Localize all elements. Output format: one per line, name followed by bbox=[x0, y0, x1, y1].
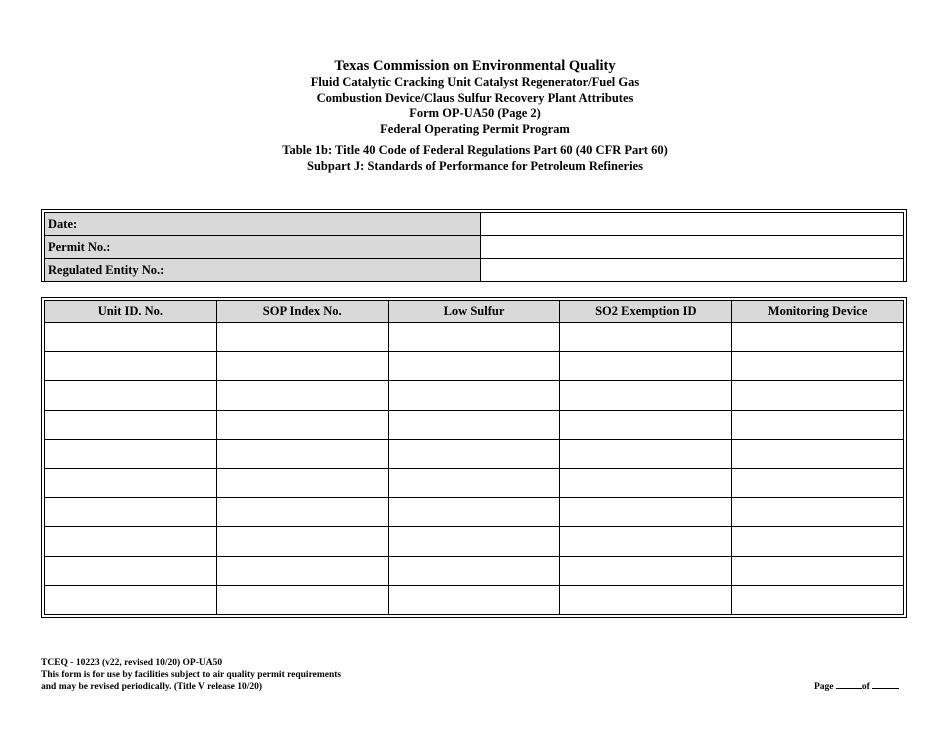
cell-so2-exemption[interactable] bbox=[560, 527, 732, 556]
col-header-sop-index: SOP Index No. bbox=[216, 301, 388, 323]
cell-monitoring-device[interactable] bbox=[732, 556, 904, 585]
cell-monitoring-device[interactable] bbox=[732, 323, 904, 352]
form-usage-note-2: and may be revised periodically. (Title V release 10/20) bbox=[41, 682, 263, 692]
form-revision: TCEQ - 10223 (v22, revised 10/20) OP-UA50 bbox=[41, 658, 223, 668]
form-subtitle-line-1: Fluid Catalytic Cracking Unit Catalyst Regenerator/Fuel Gas bbox=[310, 75, 640, 89]
cell-monitoring-device[interactable] bbox=[732, 410, 904, 439]
cell-unit-id[interactable] bbox=[45, 439, 217, 468]
table-row bbox=[45, 323, 904, 352]
table-header-row bbox=[45, 301, 904, 323]
table-row bbox=[45, 468, 904, 497]
cell-so2-exemption[interactable] bbox=[560, 381, 732, 410]
cell-sop-index[interactable] bbox=[216, 468, 388, 497]
cell-low-sulfur[interactable] bbox=[388, 323, 560, 352]
col-header-monitoring-device: Monitoring Device bbox=[732, 301, 904, 323]
form-subtitle-line-2: Combustion Device/Claus Sulfur Recovery Plant Attributes bbox=[316, 90, 634, 105]
table-row bbox=[45, 556, 904, 585]
agency-title: Texas Commission on Environmental Quality bbox=[334, 58, 616, 74]
cell-so2-exemption[interactable] bbox=[560, 468, 732, 497]
form-footer bbox=[41, 657, 341, 693]
table-row bbox=[45, 527, 904, 556]
cell-low-sulfur[interactable] bbox=[388, 381, 560, 410]
of-label: of bbox=[861, 682, 870, 692]
table-row bbox=[45, 410, 904, 439]
permit-no-field[interactable] bbox=[481, 236, 904, 259]
table-row bbox=[45, 439, 904, 468]
cell-sop-index[interactable] bbox=[216, 498, 388, 527]
date-field[interactable] bbox=[481, 213, 904, 236]
table-row bbox=[45, 585, 904, 614]
program-name: Federal Operating Permit Program bbox=[380, 121, 570, 136]
cell-sop-index[interactable] bbox=[216, 556, 388, 585]
unit-table-frame bbox=[41, 297, 907, 618]
page-number bbox=[814, 679, 899, 693]
cell-so2-exemption[interactable] bbox=[560, 352, 732, 381]
page-total-field[interactable] bbox=[872, 679, 899, 689]
form-number: Form OP-UA50 (Page 2) bbox=[409, 106, 541, 120]
table-row bbox=[45, 381, 904, 410]
unit-attributes-table bbox=[44, 300, 904, 615]
table-title-line-1: Table 1b: Title 40 Code of Federal Regulations Part 60 (40 CFR Part 60) bbox=[282, 143, 668, 157]
cell-unit-id[interactable] bbox=[45, 527, 217, 556]
info-row-date bbox=[45, 213, 904, 236]
table-row bbox=[45, 498, 904, 527]
regulated-entity-field[interactable] bbox=[481, 259, 904, 282]
cell-sop-index[interactable] bbox=[216, 381, 388, 410]
cell-so2-exemption[interactable] bbox=[560, 439, 732, 468]
cell-unit-id[interactable] bbox=[45, 585, 217, 614]
cell-sop-index[interactable] bbox=[216, 585, 388, 614]
cell-sop-index[interactable] bbox=[216, 323, 388, 352]
table-body bbox=[45, 323, 904, 615]
col-header-so2-exemption: SO2 Exemption ID bbox=[560, 301, 732, 323]
cell-unit-id[interactable] bbox=[45, 410, 217, 439]
cell-unit-id[interactable] bbox=[45, 498, 217, 527]
cell-sop-index[interactable] bbox=[216, 527, 388, 556]
cell-low-sulfur[interactable] bbox=[388, 410, 560, 439]
cell-low-sulfur[interactable] bbox=[388, 498, 560, 527]
cell-low-sulfur[interactable] bbox=[388, 556, 560, 585]
info-table bbox=[44, 212, 904, 282]
cell-so2-exemption[interactable] bbox=[560, 556, 732, 585]
cell-low-sulfur[interactable] bbox=[388, 585, 560, 614]
permit-no-label: Permit No.: bbox=[45, 236, 481, 259]
regulated-entity-label: Regulated Entity No.: bbox=[45, 259, 481, 282]
date-label: Date: bbox=[45, 213, 481, 236]
cell-monitoring-device[interactable] bbox=[732, 381, 904, 410]
cell-so2-exemption[interactable] bbox=[560, 585, 732, 614]
cell-sop-index[interactable] bbox=[216, 439, 388, 468]
cell-sop-index[interactable] bbox=[216, 352, 388, 381]
info-table-frame bbox=[41, 209, 907, 282]
form-header bbox=[0, 58, 950, 137]
table-row bbox=[45, 352, 904, 381]
cell-low-sulfur[interactable] bbox=[388, 527, 560, 556]
page-label: Page bbox=[814, 682, 834, 692]
table-title bbox=[0, 143, 950, 174]
form-usage-note-1: This form is for use by facilities subject to air quality permit requirements bbox=[41, 670, 342, 680]
cell-low-sulfur[interactable] bbox=[388, 439, 560, 468]
cell-unit-id[interactable] bbox=[45, 381, 217, 410]
col-header-unit-id: Unit ID. No. bbox=[45, 301, 217, 323]
cell-sop-index[interactable] bbox=[216, 410, 388, 439]
cell-unit-id[interactable] bbox=[45, 468, 217, 497]
cell-monitoring-device[interactable] bbox=[732, 352, 904, 381]
cell-low-sulfur[interactable] bbox=[388, 352, 560, 381]
cell-monitoring-device[interactable] bbox=[732, 468, 904, 497]
table-title-line-2: Subpart J: Standards of Performance for Petroleum Refineries bbox=[307, 158, 643, 173]
cell-low-sulfur[interactable] bbox=[388, 468, 560, 497]
cell-so2-exemption[interactable] bbox=[560, 498, 732, 527]
cell-unit-id[interactable] bbox=[45, 323, 217, 352]
info-row-permit bbox=[45, 236, 904, 259]
cell-monitoring-device[interactable] bbox=[732, 439, 904, 468]
page-number-field[interactable] bbox=[836, 679, 862, 689]
cell-so2-exemption[interactable] bbox=[560, 410, 732, 439]
cell-unit-id[interactable] bbox=[45, 556, 217, 585]
col-header-low-sulfur: Low Sulfur bbox=[388, 301, 560, 323]
cell-monitoring-device[interactable] bbox=[732, 498, 904, 527]
cell-monitoring-device[interactable] bbox=[732, 585, 904, 614]
info-row-regulated-entity bbox=[45, 259, 904, 282]
cell-so2-exemption[interactable] bbox=[560, 323, 732, 352]
cell-unit-id[interactable] bbox=[45, 352, 217, 381]
cell-monitoring-device[interactable] bbox=[732, 527, 904, 556]
